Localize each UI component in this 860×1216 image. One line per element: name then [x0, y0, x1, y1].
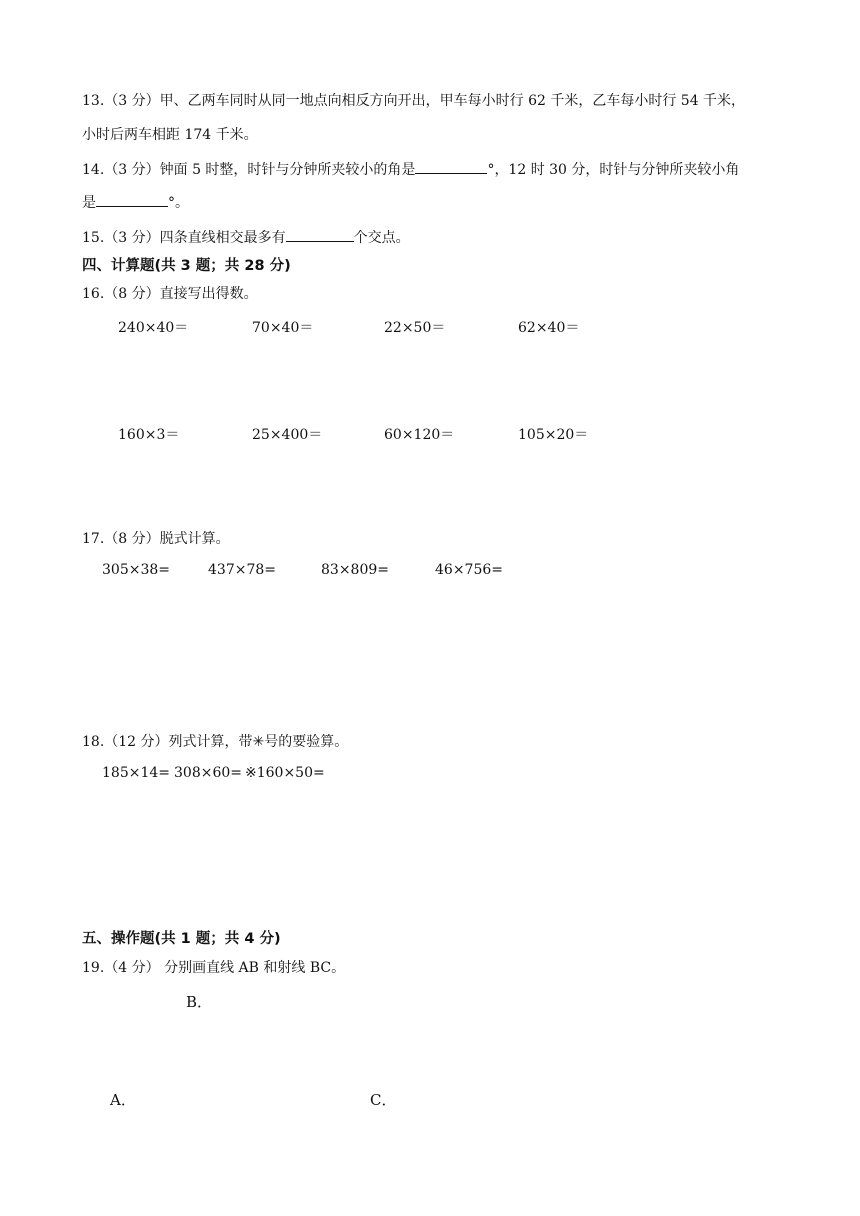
q17-item: 83×809= — [321, 562, 389, 578]
q16-item: 25×400＝ — [252, 427, 323, 443]
answer-blank[interactable] — [96, 192, 168, 207]
point-b-label: B． — [186, 993, 213, 1011]
answer-blank[interactable] — [286, 227, 354, 242]
point-c-label: C． — [370, 1091, 397, 1109]
q19-text: 19.（4 分） 分别画直线 AB 和射线 BC。 — [82, 960, 346, 976]
q16-item: 240×40＝ — [118, 320, 189, 336]
q18-item: 308×60= — [174, 765, 242, 781]
q18-item: 185×14= — [102, 765, 170, 781]
q13-line1: 13.（3 分）甲、乙两车同时从同一地点向相反方向开出，甲车每小时行 62 千米，乙车每小时行 54 千米， — [82, 93, 746, 109]
q17-item: 46×756= — [435, 562, 503, 578]
q16-item: 160×3＝ — [118, 427, 180, 443]
q15-post: 个交点。 — [353, 230, 410, 246]
q17-item: 437×78= — [208, 562, 276, 578]
section-5-title: 五、操作题(共 1 题；共 4 分) — [82, 931, 281, 947]
q14-line1-pre: 14.（3 分）钟面 5 时整，时针与分钟所夹较小的角是 — [82, 162, 416, 178]
q13-line2: 小时后两车相距 174 千米。 — [82, 127, 258, 143]
answer-blank[interactable] — [415, 159, 487, 174]
q16-item: 62×40＝ — [518, 320, 580, 336]
q14-line1-post: °，12 时 30 分，时针与分钟所夹较小角 — [487, 162, 740, 178]
q17-item: 305×38= — [102, 562, 170, 578]
q14-line2-pre: 是 — [82, 195, 96, 211]
q18-item: ※160×50= — [245, 765, 325, 781]
q15-line — [82, 227, 410, 247]
q16-item: 70×40＝ — [252, 320, 314, 336]
q15-pre: 15.（3 分）四条直线相交最多有 — [82, 230, 286, 246]
q16-item: 22×50＝ — [384, 320, 446, 336]
section-4-title: 四、计算题(共 3 题；共 28 分) — [82, 258, 291, 274]
q17-text: 17.（8 分）脱式计算。 — [82, 531, 230, 547]
q14-line1 — [82, 159, 739, 179]
q14-line2 — [82, 192, 189, 212]
point-a-label: A． — [110, 1091, 136, 1109]
q14-line2-post: °。 — [168, 195, 189, 211]
q16-text: 16.（8 分）直接写出得数。 — [82, 286, 258, 302]
q16-item: 60×120＝ — [384, 427, 455, 443]
q16-item: 105×20＝ — [518, 427, 589, 443]
q18-text: 18.（12 分）列式计算，带✳号的要验算。 — [82, 734, 349, 750]
